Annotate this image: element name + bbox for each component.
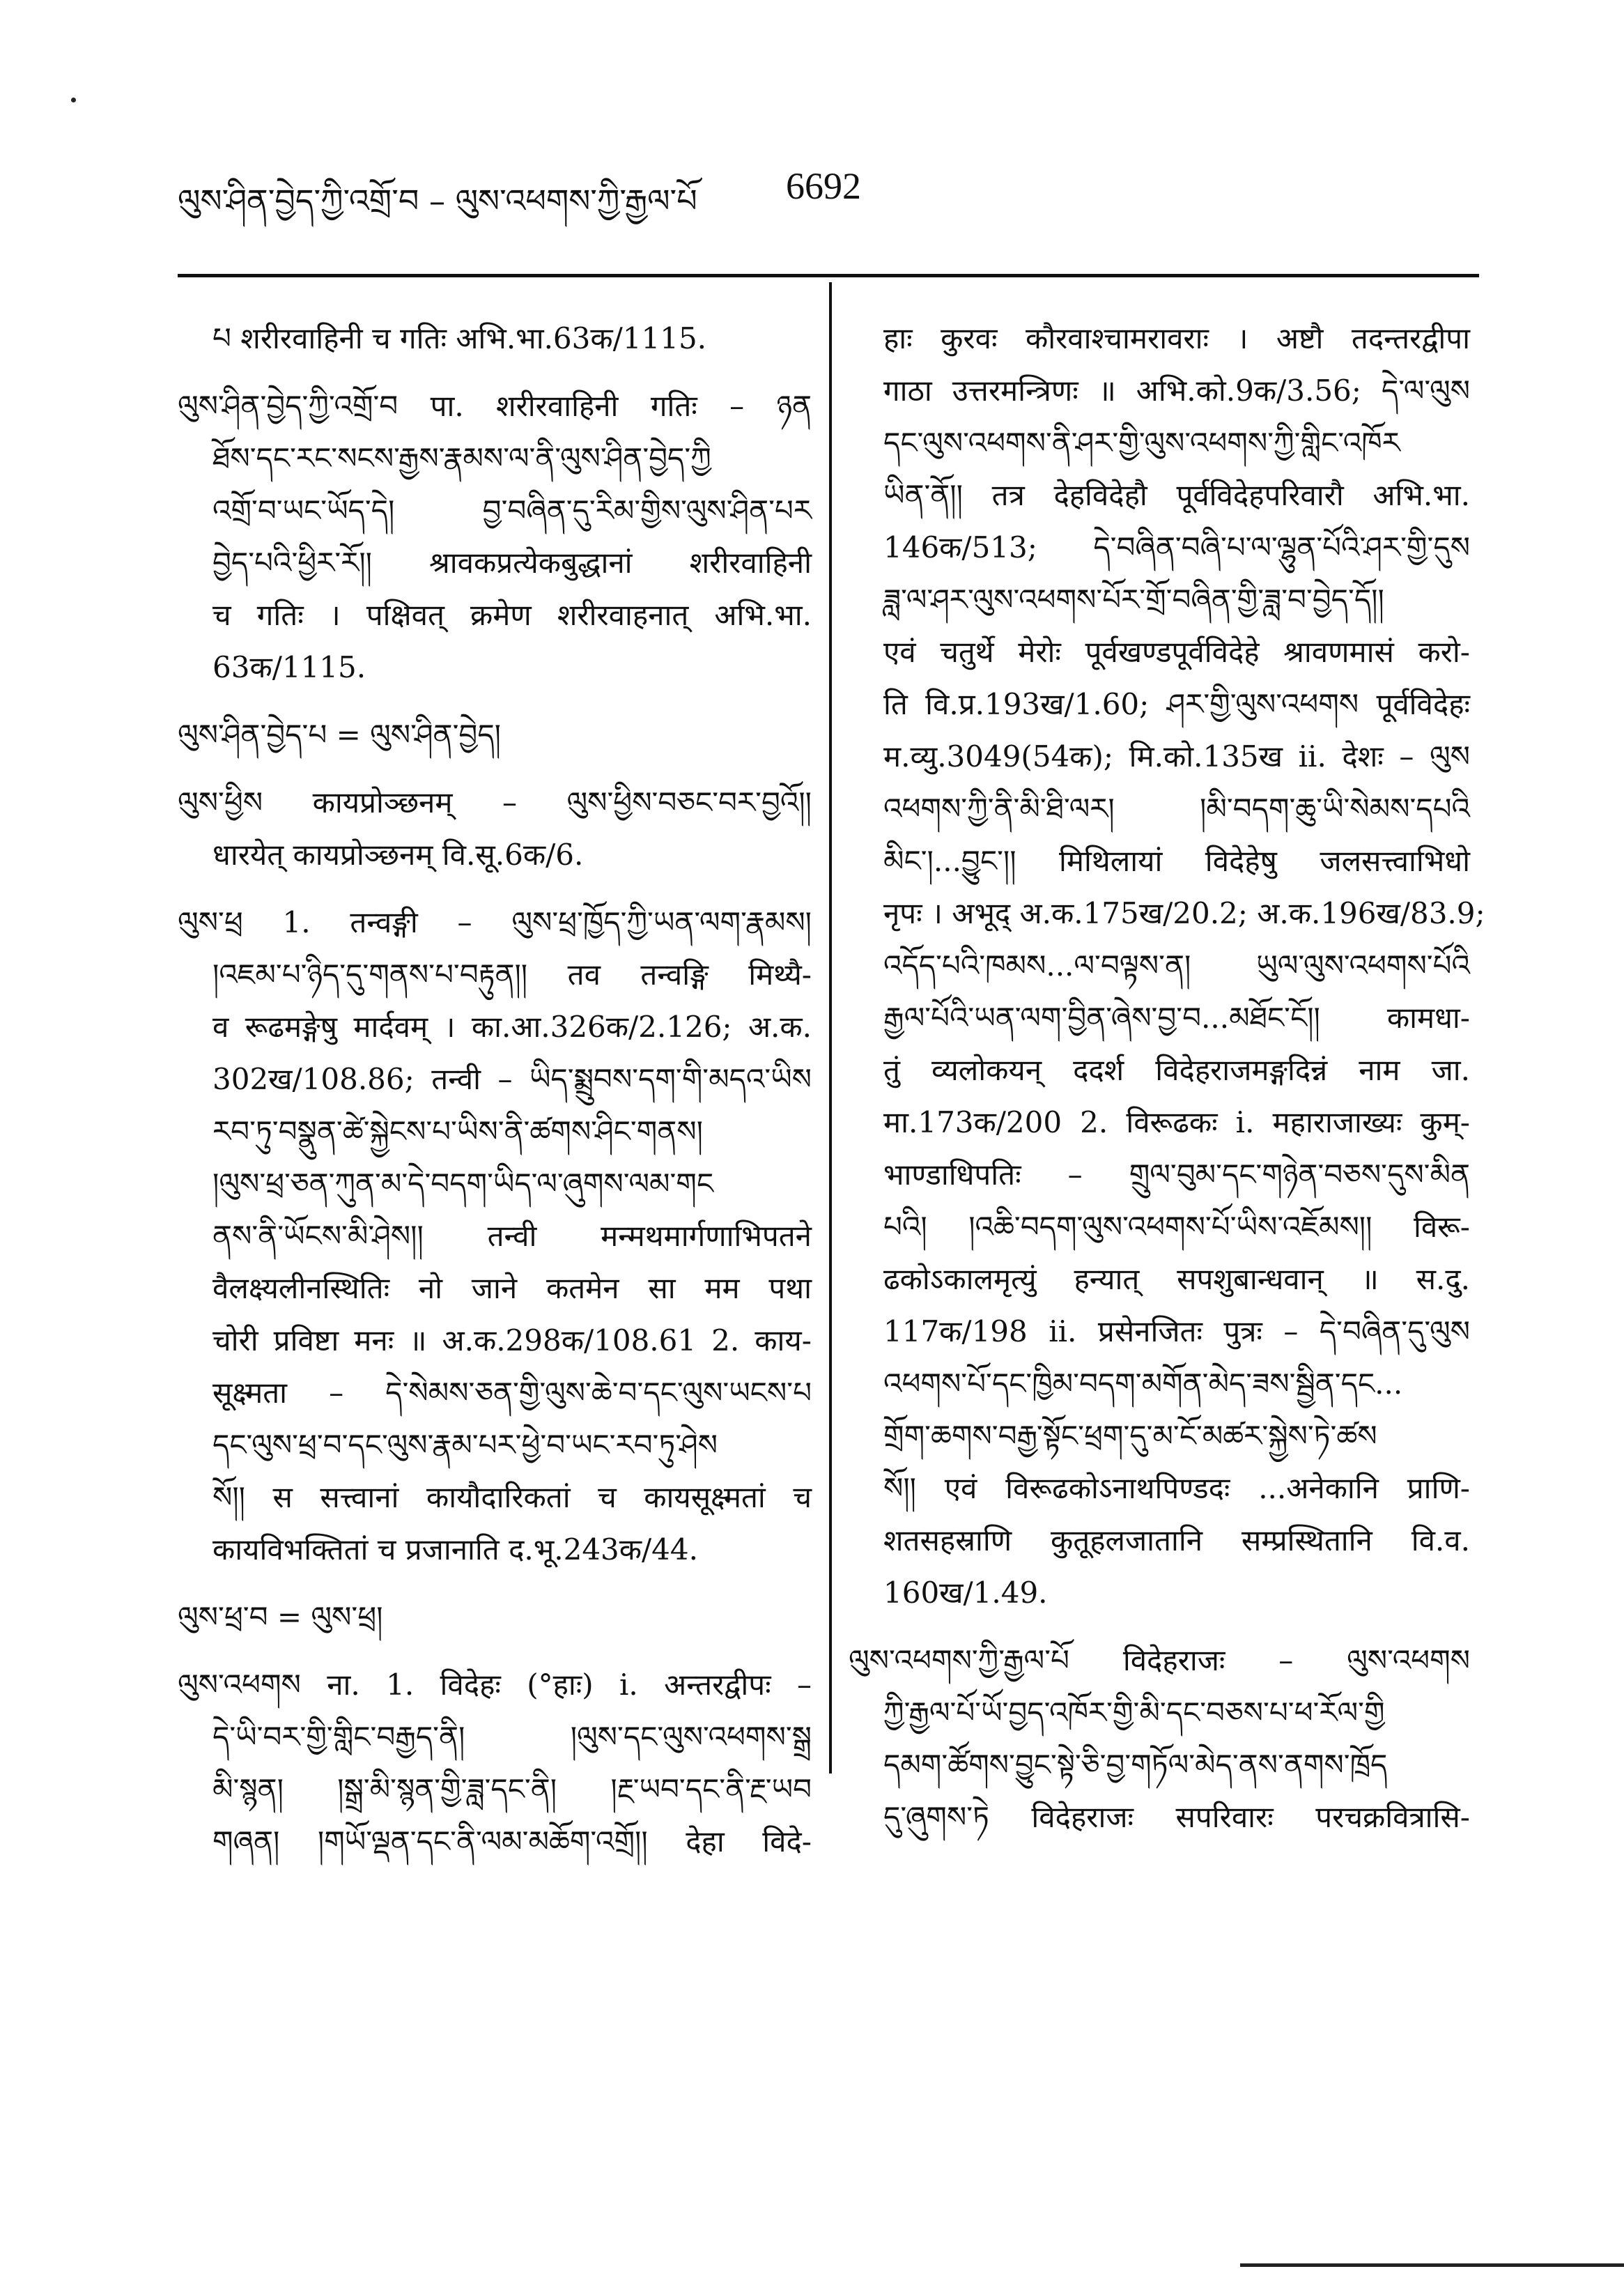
entry-text-line: གྲོག་ཆགས་བརྒྱ་སྟོང་ཕྲག་དུ་མ་ངོ་མཚར་སྐྱེས་ཏེ་ཚས	[883, 1419, 1377, 1453]
entry-text-line: པ शरीरवाहिनी च गतिः अभि.भा.63क/1115.	[212, 321, 707, 355]
entry-text-line: व रूढमङ्गेषु मार्दवम् । का.आ.326क/2.126; अ.क.	[212, 1010, 812, 1044]
scan-edge-rule	[1240, 2263, 1624, 2267]
entry-text-line: མི་སྙན། །སྒྲ་མི་སྙན་གྱི་ཟླ་དང་ནི། །རྔ་ཡབ་དང་ནི་རྔ་ཡབ	[212, 1772, 812, 1806]
entry-text-line: དམག་ཚོགས་བྱུང་སྟེ་ཅི་བྱ་གཏོལ་མེད་ནས་ནགས་ཁྲོད	[883, 1748, 1388, 1782]
entry-text-line: ཡིན་ནོ།། तत्र देहविदेहौ पूर्वविदेहपरिवारौ अभि.भा.	[883, 478, 1470, 512]
dictionary-entry	[178, 776, 812, 881]
entry-text-line: འདོད་པའི་ཁམས...ལ་བལྟས་ན། ཡུལ་ལུས་འཕགས་པོའི	[883, 948, 1470, 983]
entry-headword-line: ལུས་ཕྲ་བ = ལུས་ཕྲ།	[178, 1600, 383, 1634]
entry-text-line: འཕགས་ཀྱི་ནི་མི་ཐི་ལར། །མི་བདག་ཆུ་ཡི་སེམས་དཔའི	[883, 792, 1470, 826]
entry-text-line: च गतिः । पक्षिवत् क्रमेण शरीरवाहनात् अभि.भा.	[212, 598, 812, 632]
dictionary-entry	[178, 896, 812, 1576]
entry-headword-line: ལུས་འཕགས་ཀྱི་རྒྱལ་པོ विदेहराजः – ལུས་འཕགས	[849, 1643, 1470, 1677]
entry-text-line: नृपः । अभूद् अ.क.175ख/20.2; अ.क.196ख/83.9;	[883, 896, 1485, 930]
entry-text-line: 160ख/1.49.	[883, 1576, 1048, 1610]
right-column	[849, 312, 1485, 1859]
entry-text-line: གཞན། །གཡོ་ལྡན་དང་ནི་ལམ་མཆོག་འགྲོ།། देहा विदे-	[212, 1824, 812, 1859]
entry-text-line: 117क/198 ii. प्रसेनजितः पुत्रः – དེ་བཞིན་དུ་ལུས	[883, 1314, 1470, 1348]
dictionary-entry	[178, 380, 812, 693]
entry-text-line: कायविभक्तितां च प्रजानाति द.भू.243क/44.	[212, 1532, 698, 1567]
column-divider	[829, 282, 832, 1774]
entry-headword-line: ལུས་ཕྲ 1. तन्वङ्गी – ལུས་ཕྲ་ཁྱོད་ཀྱི་ཡན་ལག་རྣམས།	[178, 905, 812, 939]
header-rule	[178, 274, 1479, 277]
entry-text-line: एवं चतुर्थे मेरोः पूर्वखण्डपूर्वविदेहे श्रावणमासं करो-	[883, 635, 1470, 669]
entry-text-line: ནས་ནི་ཡོངས་མི་ཤེས།། तन्वी मन्मथमार्गणाभिपतने	[212, 1219, 812, 1253]
dictionary-entry	[178, 1591, 812, 1643]
entry-text-line: ढकोऽकालमृत्युं हन्यात् सपशुबान्धवान् ॥ स.दु.	[883, 1262, 1470, 1296]
entry-text-line: འགྲོ་བ་ཡང་ཡོད་དེ། བྱ་བཞིན་དུ་རིམ་གྱིས་ལུས་ཤིན་པར	[212, 493, 812, 528]
entry-text-line: སོ།། एवं विरूढकोऽनाथपिण्डदः ...अनेकानि प्राणि-	[883, 1471, 1470, 1505]
entry-text-line: भाण्डाधिपतिः – གྲུལ་བུམ་དང་གཉེན་བཅས་དུས་མིན	[883, 1157, 1470, 1192]
entry-headword-line: ལུས་འཕགས ना. 1. विदेहः (°हाः) i. अन्तरद्वीपः –	[178, 1668, 812, 1702]
entry-headword-line: ལུས་ཕྱིས कायप्रोञ्छनम् – ལུས་ཕྱིས་བཅང་བར་བྱའོ།།	[178, 785, 812, 820]
entry-text-line: དང་ལུས་འཕགས་ནི་ཤར་གྱི་ལུས་འཕགས་ཀྱི་གླིང་འཁོར	[883, 426, 1400, 460]
entry-text-line: པའི། །འཆི་བདག་ལུས་འཕགས་པོ་ཡིས་འཇོམས།། विरू-	[883, 1210, 1470, 1244]
running-head: ལུས་ཤིན་བྱེད་ཀྱི་འགྲོ་བ – ལུས་འཕགས་ཀྱི་རྒྱལ་པོ	[178, 182, 697, 220]
entry-text-line: ति वि.प्र.193ख/1.60; ཤར་གྱི་ལུས་འཕགས पूर्वविदेहः	[883, 687, 1470, 721]
entry-text-line: ཐོས་དང་རང་སངས་རྒྱས་རྣམས་ལ་ནི་ལུས་ཤིན་བྱེད་ཀྱི	[212, 441, 711, 475]
entry-text-line: དེ་ཡི་བར་གྱི་གླིང་བརྒྱད་ནི། །ལུས་དང་ལུས་འཕགས་སྒྲ	[212, 1720, 812, 1754]
entry-text-line: །ལུས་ཕྲ་ཅན་ཀུན་མ་དེ་བདག་ཡིད་ལ་ཞུགས་ལམ་གང	[212, 1167, 714, 1201]
entry-text-line: चोरी प्रविष्टा मनः ॥ अ.क.298क/108.61 2. काय-	[212, 1323, 812, 1357]
entry-text-line: བྱེད་པའི་ཕྱིར་རོ།། श्रावकप्रत्येकबुद्धानां शरीरवाहिनी	[212, 546, 812, 580]
entry-text-line: मा.173क/200 2. विरूढकः i. महाराजाख्यः कुम्-	[883, 1105, 1470, 1139]
entry-text-line: དང་ལུས་ཕྲ་བ་དང་ལུས་རྣམ་པར་ཕྱེ་བ་ཡང་རབ་ཏུ་ཤེས	[212, 1428, 718, 1462]
entry-text-line: འཕགས་པོ་དང་ཁྱིམ་བདག་མགོན་མེད་ཟས་སྦྱིན་དང...	[883, 1367, 1403, 1401]
dictionary-entry	[178, 1659, 812, 1868]
entry-text-line: तुं व्यलोकयन् ददर्श विदेहराजमङ्गदिन्नं नाम जा.	[883, 1053, 1470, 1087]
entry-text-line: རབ་ཏུ་བསྣུན་ཚེ་སྐྱེངས་པ་ཡིས་ནི་ཚགས་ཤིང་གནས།	[212, 1114, 703, 1148]
page-number: 6692	[786, 165, 861, 207]
entry-text-line: धारयेत् कायप्रोञ्छनम् वि.सू.6क/6.	[212, 838, 584, 872]
entry-text-line: དུ་ཞུགས་ཏེ विदेहराजः सपरिवारः परचक्रवित्रासि-	[883, 1800, 1470, 1834]
entry-text-line: 302ख/108.86; तन्वी – ཡིད་སྨྲུབས་དག་གི་མདའ་ཡིས	[212, 1062, 812, 1096]
left-column	[178, 312, 812, 1883]
entry-headword-line: ལུས་ཤིན་བྱེད་ཀྱི་འགྲོ་བ पा. शरीरवाहिनी गतिः – ཉན	[178, 389, 812, 423]
entry-text-line: 63क/1115.	[212, 650, 366, 684]
entry-headword-line: ལུས་ཤིན་བྱེད་པ = ལུས་ཤིན་བྱེད།	[178, 718, 501, 752]
dictionary-entry	[178, 312, 812, 364]
dictionary-entry	[849, 312, 1485, 1619]
scan-speck	[71, 98, 76, 102]
entry-text-line: སོ།། स सत्त्वानां कायौदारिकतां च कायसूक्ष्मतां च	[212, 1480, 812, 1514]
dictionary-entry	[178, 709, 812, 761]
entry-text-line: མིང་།...བྱུང་།། मिथिलायां विदेहेषु जलसत्त्वाभिधो	[883, 844, 1470, 878]
entry-text-line: सूक्ष्मता – དེ་སེམས་ཅན་གྱི་ལུས་ཆེ་བ་དང་ལུས་ཡངས་པ	[212, 1376, 812, 1410]
entry-text-line: शतसहस्राणि कुतूहलजातानि सम्प्रस्थितानि वि.व.	[883, 1523, 1470, 1557]
dictionary-entry	[849, 1634, 1470, 1843]
entry-text-line: ཀྱི་རྒྱལ་པོ་ཡོ་བྱད་འཁོར་གྱི་མི་དང་བཅས་པ་ཕ་རོལ་གྱི	[883, 1695, 1385, 1730]
entry-text-line: 146क/513; དེ་བཞིན་བཞི་པ་ལ་ལྷུན་པོའི་ཤར་གྱི་དུས	[883, 530, 1470, 564]
entry-text-line: །འཇམ་པ་ཉིད་དུ་གནས་པ་བརྟུན།། तव तन्वङ्गि मिथ्यै-	[212, 957, 812, 992]
entry-text-line: ཟླ་ལ་ཤར་ལུས་འཕགས་པོར་གྲོ་བཞིན་གྱི་ཟླ་བ་བྱེད་དོ།།	[883, 583, 1384, 617]
entry-text-line: वैलक्ष्यलीनस्थितिः नो जाने कतमेन सा मम पथा	[212, 1271, 812, 1305]
entry-text-line: म.व्यु.3049(54क); मि.को.135ख ii. देशः – ལུས	[883, 739, 1470, 774]
entry-text-line: हाः कुरवः कौरवाश्चामरावराः । अष्टौ तदन्तरद्वीपा	[883, 321, 1470, 355]
entry-text-line: गाठा उत्तरमन्त्रिणः ॥ अभि.को.9क/3.56; དེ་ལ་ལུས	[883, 374, 1470, 408]
entry-text-line: རྒྱལ་པོའི་ཡན་ལག་བྱིན་ཞེས་བྱ་བ...མཐོང་ངོ།། कामधा-	[883, 1001, 1470, 1035]
